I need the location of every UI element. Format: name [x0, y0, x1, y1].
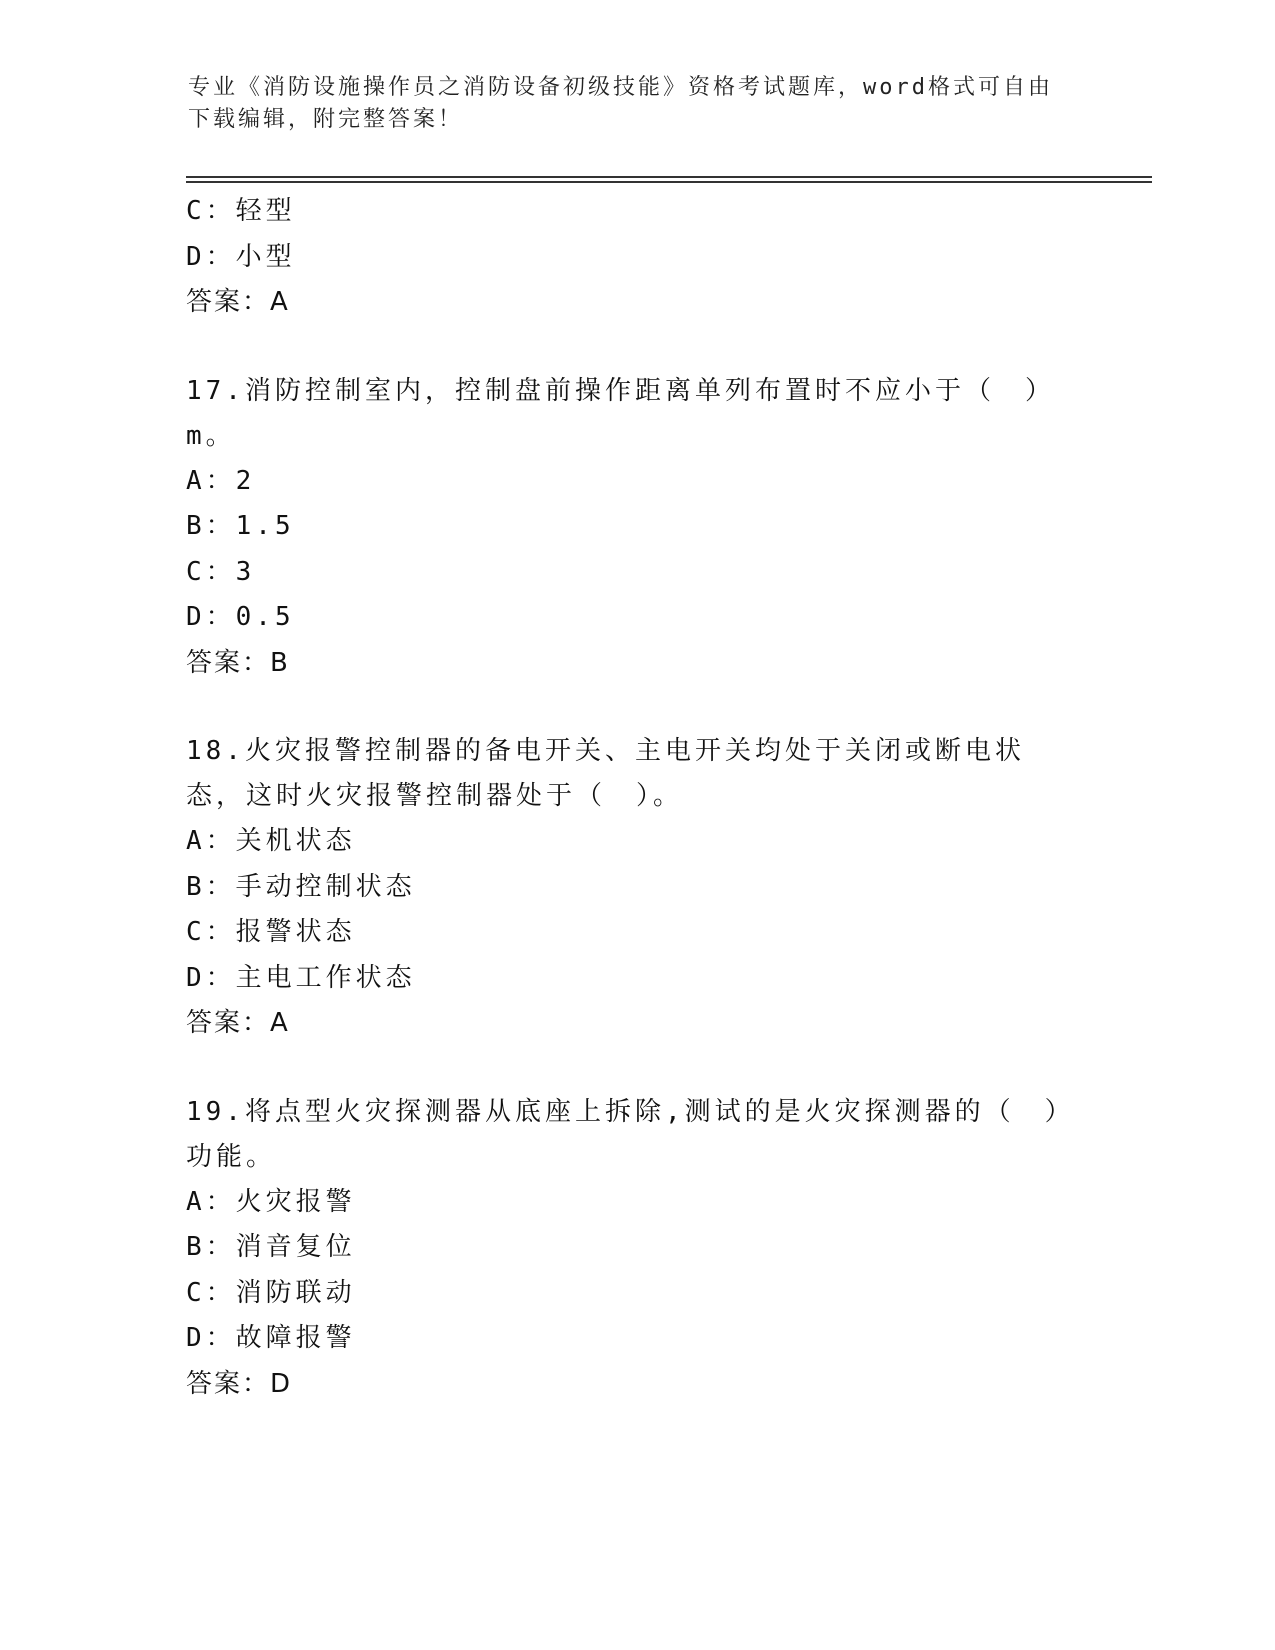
header-divider-top: [186, 176, 1152, 178]
option-d: D：小型: [186, 241, 296, 272]
question-block-18: [186, 729, 1106, 1047]
question-block-17: [186, 369, 1106, 687]
answer-line: 答案：D: [186, 1368, 293, 1399]
option-b: B：消音复位: [186, 1232, 356, 1262]
spacer: [186, 326, 1106, 369]
question-block-19: [186, 1090, 1106, 1408]
question-stem: 19.将点型火灾探测器从底座上拆除,测试的是火灾探测器的（ ）功能。: [186, 1096, 1062, 1172]
option-a: A：2: [186, 465, 256, 496]
question-block-partial: [186, 189, 1106, 326]
document-header: 专业《消防设施操作员之消防设备初级技能》资格考试题库，word格式可自由下载编辑，附完整答案！: [188, 75, 1053, 132]
question-stem: 18.火灾报警控制器的备电开关、主电开关均处于关闭或断电状态，这时火灾报警控制器处于（ ）。: [186, 736, 1025, 811]
answer-line: 答案：A: [186, 287, 290, 317]
spacer: [186, 1047, 1106, 1090]
question-stem: 17.消防控制室内，控制盘前操作距离单列布置时不应小于（ ）m。: [186, 375, 1055, 451]
option-c: C：消防联动: [186, 1277, 356, 1308]
option-a: A：关机状态: [186, 826, 356, 856]
spacer: [186, 686, 1106, 729]
option-a: A：火灾报警: [186, 1186, 356, 1217]
option-c: C：轻型: [186, 196, 296, 226]
option-d: D：0.5: [186, 602, 295, 632]
option-c: C：报警状态: [186, 917, 356, 947]
option-d: D：主电工作状态: [186, 962, 416, 993]
option-b: B：1.5: [186, 511, 295, 541]
question-list: [186, 189, 1106, 1407]
answer-line: 答案：B: [186, 647, 290, 678]
header-divider-bottom: [186, 181, 1152, 183]
option-c: C：3: [186, 556, 256, 587]
answer-line: 答案：A: [186, 1008, 290, 1038]
option-b: B：手动控制状态: [186, 871, 416, 902]
option-d: D：故障报警: [186, 1323, 356, 1353]
